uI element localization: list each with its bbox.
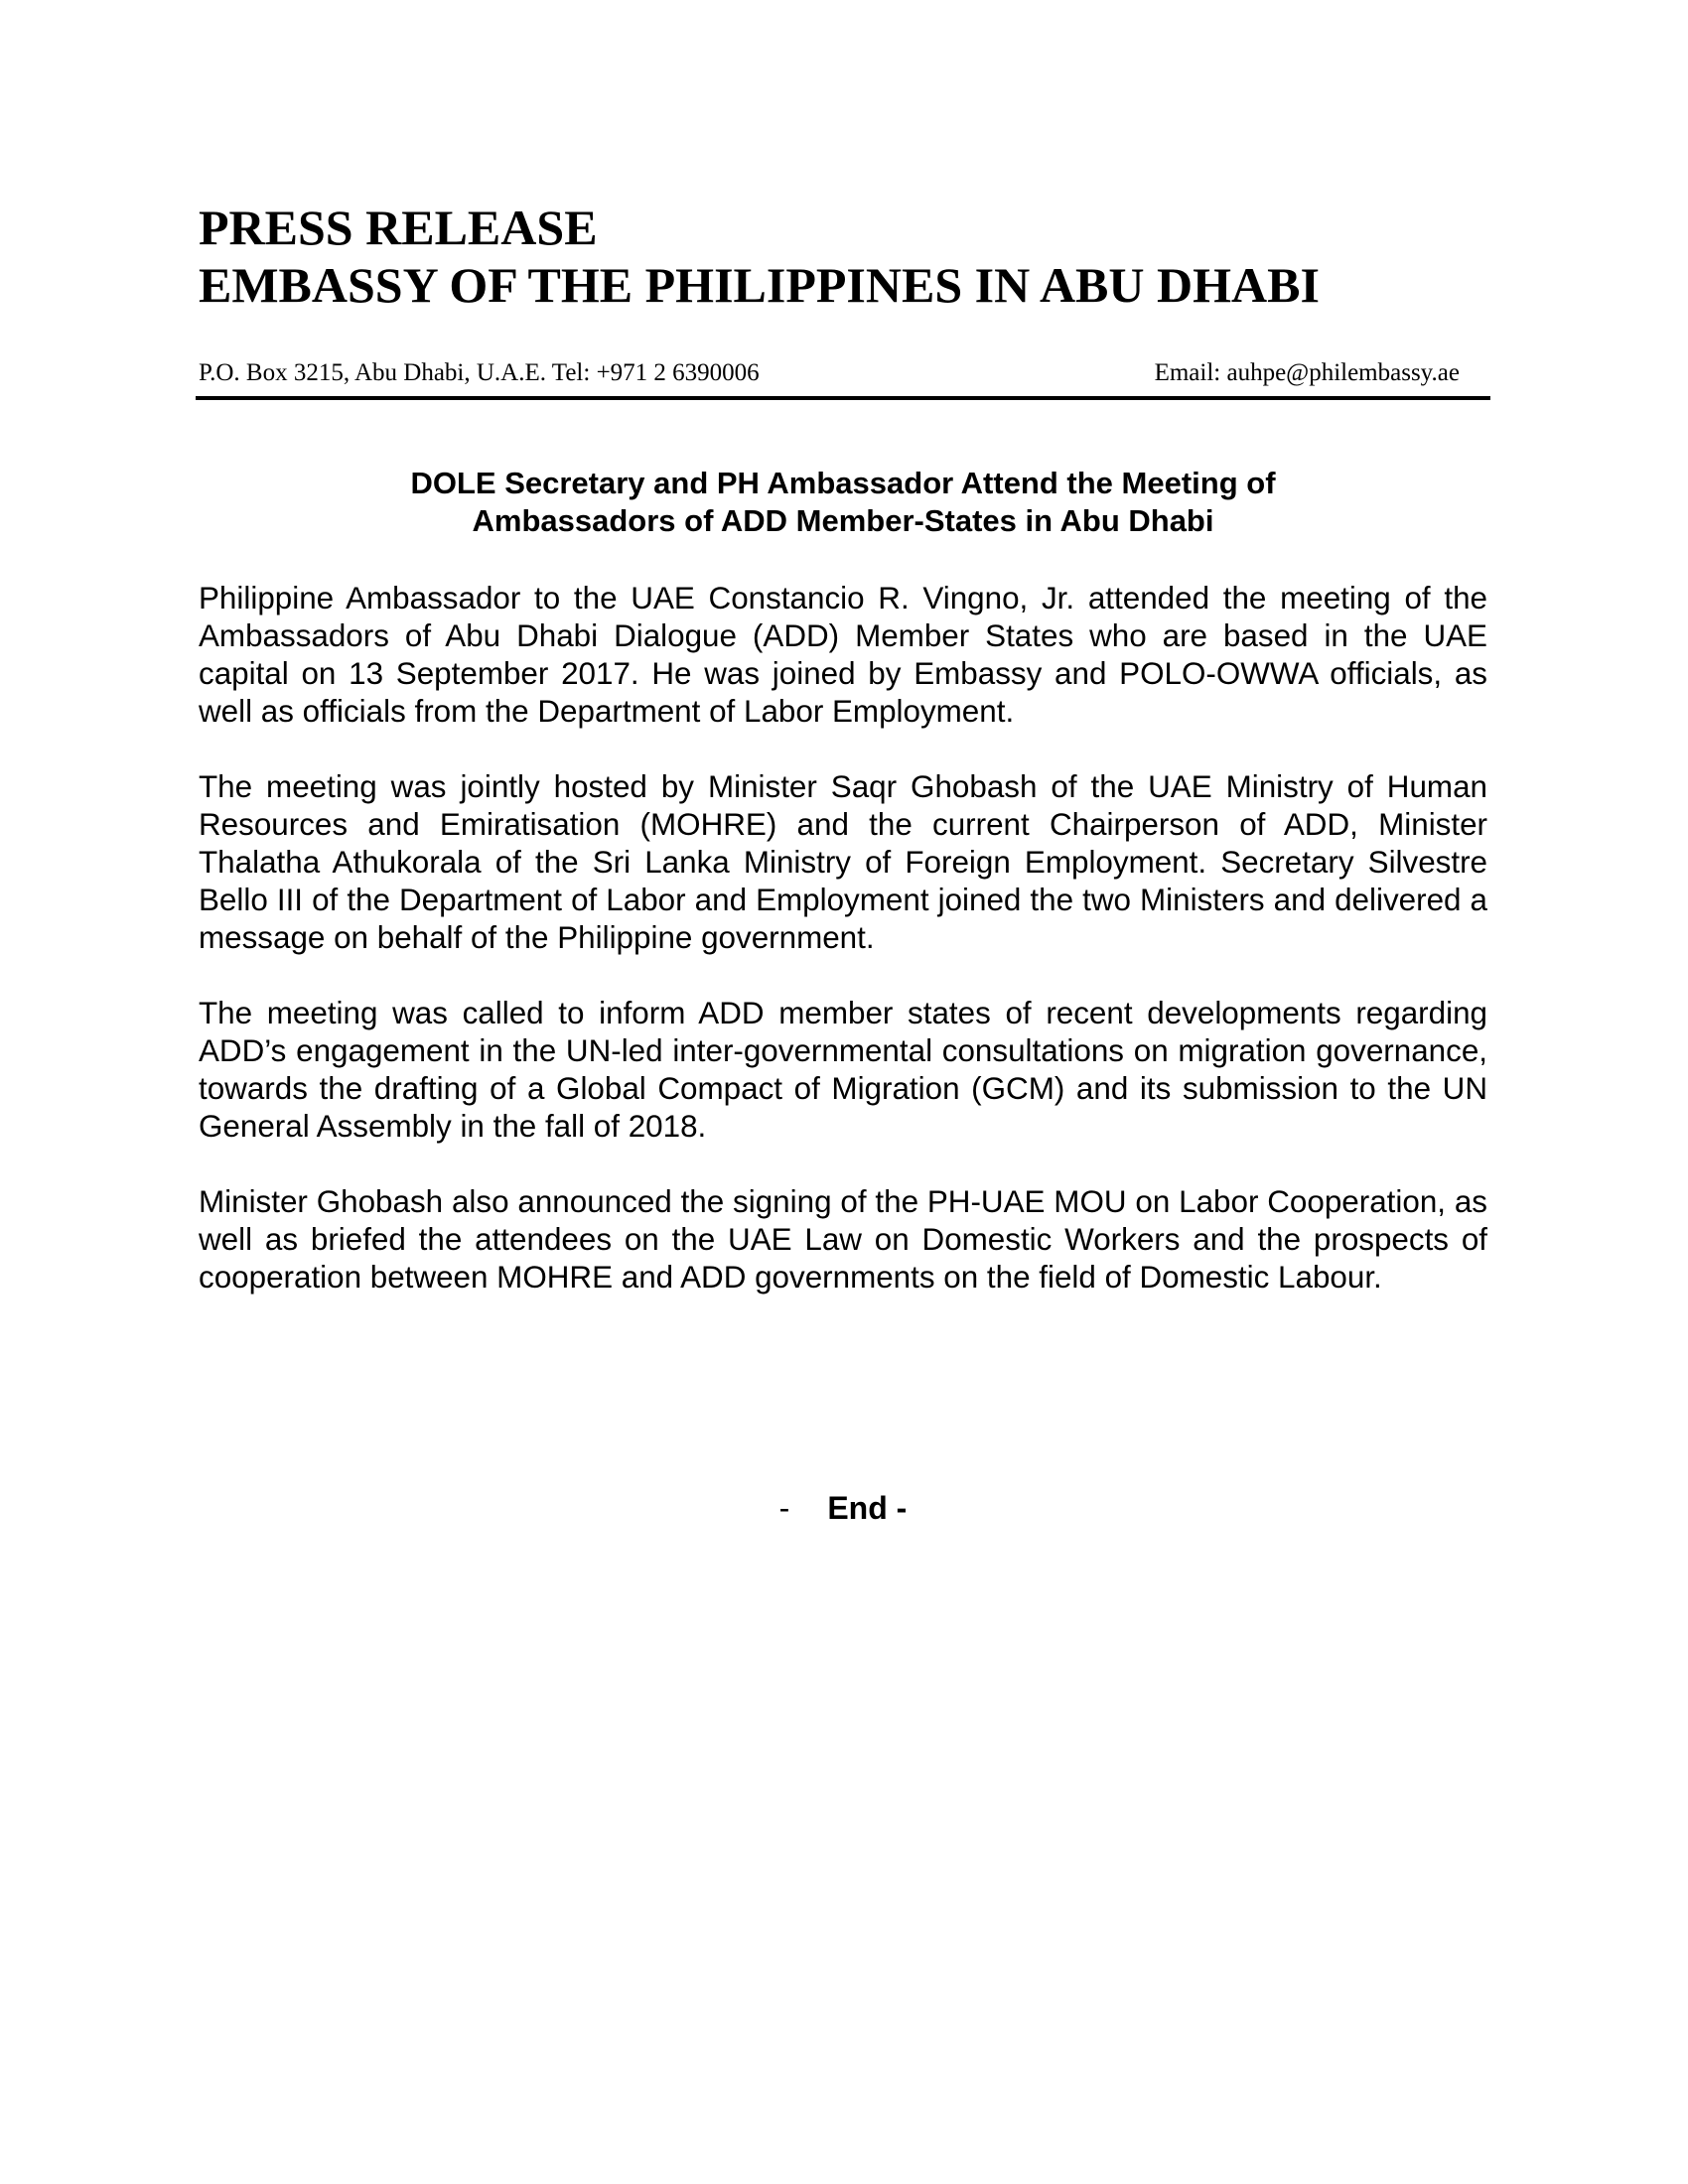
headline-line-2: Ambassadors of ADD Member-States in Abu Dhabi: [472, 503, 1214, 538]
paragraph-4: Minister Ghobash also announced the signing of the PH-UAE MOU on Labor Cooperation, as well as briefed the attendees on the UAE Law on Domestic Workers and the prospects of cooperation between MOHRE and ADD governments on the field of Domestic Labour.: [199, 1184, 1487, 1295]
paragraph-3: The meeting was called to inform ADD member states of recent developments regarding ADD’s engagement in the UN-led inter-governmental consultations on migration governance, towards the drafting of a Global Compact of Migration (GCM) and its submission to the UN General Assembly in the fall of 2018.: [199, 996, 1487, 1144]
paragraph-2: The meeting was jointly hosted by Minister Saqr Ghobash of the UAE Ministry of Human Resources and Emiratisation (MOHRE) and the current Chairperson of ADD, Minister Thalatha Athukorala of the Sri Lanka Ministry of Foreign Employment. Secretary Silvestre Bello III of the Department of Labor and Employment joined the two Ministers and delivered a message on behalf of the Philippine government.: [199, 769, 1487, 955]
embassy-name: EMBASSY OF THE PHILIPPINES IN ABU DHABI: [199, 257, 1320, 313]
end-marker-dash: -: [778, 1490, 790, 1526]
paragraph-1: Philippine Ambassador to the UAE Constancio R. Vingno, Jr. attended the meeting of the Ambassadors of Abu Dhabi Dialogue (ADD) Member States who are based in the UAE capital on 13 September 2017. He was joined by Embassy and POLO-OWWA officials, as well as officials from the Department of Labor Employment.: [199, 581, 1487, 729]
headline-line-1: DOLE Secretary and PH Ambassador Attend the Meeting of: [410, 466, 1276, 500]
body-text: [199, 580, 1487, 1334]
document-type-title: PRESS RELEASE: [199, 200, 598, 255]
end-marker: [199, 1489, 1487, 1527]
headline: [199, 465, 1487, 540]
header-divider: [196, 396, 1490, 400]
end-marker-text: End -: [827, 1490, 908, 1526]
address-and-phone: P.O. Box 3215, Abu Dhabi, U.A.E. Tel: +971 2 6390006: [199, 359, 760, 386]
email-address: Email: auhpe@philembassy.ae: [1154, 359, 1460, 386]
contact-row: [199, 357, 1487, 395]
letterhead: [199, 199, 1487, 314]
